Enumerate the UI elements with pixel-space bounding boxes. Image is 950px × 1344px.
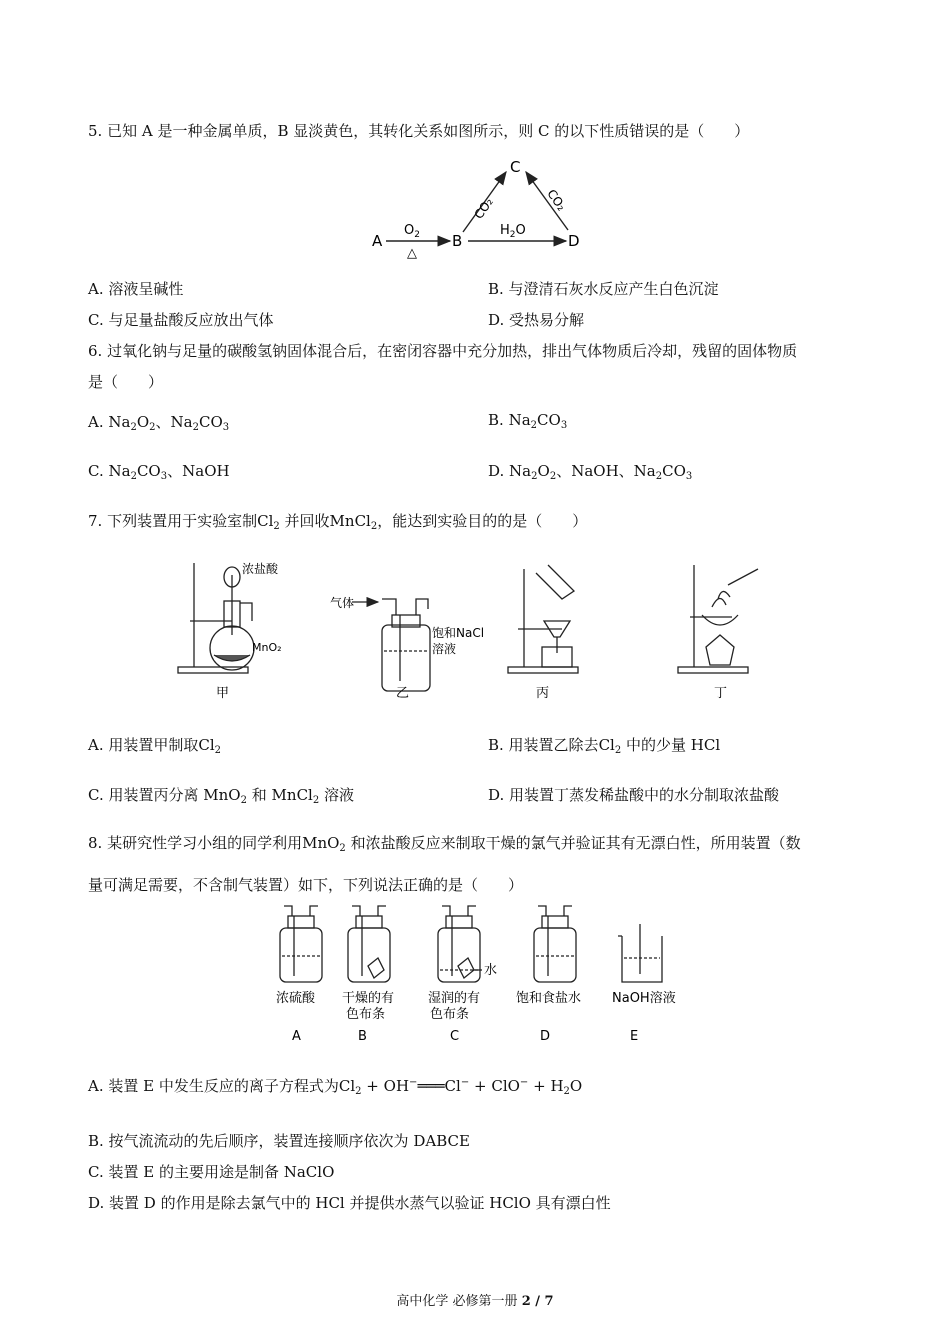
q7-option-c: C. 用装置丙分离 MnO$_2$ 和 MnCl$_2$ 溶液: [88, 786, 355, 806]
label-gas: 气体: [330, 596, 355, 610]
q8-option-a: A. 装置 E 中发生反应的离子方程式为$Cl_2$ + OH−═══Cl− + $ClO^- + H_2O$: [88, 1077, 583, 1097]
apparatus-yi: [352, 599, 430, 691]
label-sat-nacl-1: 饱和NaCl: [432, 626, 485, 640]
apparatus-bing: [508, 565, 578, 673]
label-h2o: $H_2O$: [500, 223, 526, 240]
q6-stem-line1: 6. 过氧化钠与足量的碳酸氢钠固体混合后，在密闭容器中充分加热，排出气体物质后冷却，残留的固体物质: [88, 342, 798, 360]
apparatus-jia: [178, 563, 254, 673]
label-A: A: [292, 1029, 301, 1044]
q8-stem-line2: 量可满足需要，不含制气装置）如下，下列说法正确的是（ ）: [88, 876, 524, 894]
bottle-b: [348, 906, 390, 982]
q5-option-c: C. 与足量盐酸反应放出气体: [88, 311, 274, 329]
q8-option-c: C. 装置 E 的主要用途是制备 NaClO: [88, 1163, 335, 1181]
bottle-c: [438, 906, 482, 982]
q7-option-b: B. 用装置乙除去$Cl_2$ 中的少量 HCl: [488, 736, 721, 756]
q8-option-b: B. 按气流流动的先后顺序，装置连接顺序依次为 DABCE: [88, 1132, 470, 1150]
label-conc-hcl: 浓盐酸: [242, 562, 279, 576]
diagram-node-d: D: [568, 232, 580, 250]
q5-option-a: A. 溶液呈碱性: [88, 280, 184, 298]
label-sat-nacl-2: 溶液: [432, 642, 457, 656]
q8-apparatus-figure: [268, 900, 698, 1050]
label-D: D: [540, 1029, 551, 1044]
label-naoh-solution: NaOH溶液: [612, 991, 676, 1006]
q6-option-a: A. $Na_2O_2$、$Na_2CO_3$: [88, 413, 230, 433]
diagram-node-c: C: [510, 158, 521, 176]
q6-option-b: B. $Na_2CO_3$: [488, 411, 568, 431]
q6-option-d: D. $Na_2O_2$、NaOH、$Na_2CO_3$: [488, 462, 693, 482]
q7-option-a: A. 用装置甲制取$Cl_2$: [88, 736, 222, 756]
label-yi: 乙: [396, 686, 410, 701]
q8-stem-line1: 8. 某研究性学习小组的同学利用MnO$_2$ 和浓盐酸反应来制取干燥的氯气并验证其有无漂白性，所用装置（数: [88, 834, 801, 854]
q8-option-d: D. 装置 D 的作用是除去氯气中的 HCl 并提供水蒸气以验证 HClO 具有漂白性: [88, 1194, 611, 1212]
apparatus-ding: [678, 565, 758, 673]
label-sat-brine: 饱和食盐水: [516, 991, 582, 1006]
label-dry-cloth-2: 色布条: [346, 1007, 386, 1022]
page-number: 2 / 7: [521, 1294, 554, 1309]
q5-stem: 5. 已知 A 是一种金属单质，B 显淡黄色，其转化关系如图所示，则 C 的以下性质错误的是（ ）: [88, 122, 750, 140]
label-bing: 丙: [536, 686, 550, 701]
q7-apparatus-figure: [170, 555, 790, 705]
q7-option-d: D. 用装置丁蒸发稀盐酸中的水分制取浓盐酸: [488, 786, 780, 804]
diagram-node-b: B: [452, 232, 463, 250]
label-dry-cloth-1: 干燥的有: [342, 991, 395, 1006]
q5-option-b: B. 与澄清石灰水反应产生白色沉淀: [488, 280, 719, 298]
label-water: 水: [484, 963, 498, 978]
label-jia: 甲: [216, 686, 230, 701]
q6-stem-line2: 是（ ）: [88, 373, 164, 391]
label-B: B: [358, 1029, 367, 1044]
bottle-a: [280, 906, 322, 982]
q6-option-c: C. $Na_2CO_3$、NaOH: [88, 462, 230, 482]
bottle-d: [534, 906, 576, 982]
label-delta: △: [407, 246, 417, 260]
label-wet-cloth-2: 色布条: [430, 1007, 470, 1022]
label-co2-right: CO₂: [544, 186, 569, 214]
label-o2: $O_2$: [404, 223, 420, 240]
label-C: C: [450, 1029, 460, 1044]
diagram-node-a: A: [372, 232, 383, 250]
q5-option-d: D. 受热易分解: [488, 311, 585, 329]
label-conc-h2so4: 浓硫酸: [276, 991, 316, 1006]
label-co2-left: CO₂: [471, 195, 496, 222]
label-wet-cloth-1: 湿润的有: [428, 991, 481, 1006]
label-ding: 丁: [714, 686, 728, 701]
q7-stem: 7. 下列装置用于实验室制$Cl_2$ 并回收MnCl$_2$，能达到实验目的的是（ ）: [88, 512, 588, 532]
q5-conversion-diagram: [360, 150, 600, 260]
label-mno2: MnO₂: [252, 641, 282, 654]
beaker-e: [618, 924, 662, 982]
page-footer: 高中化学 必修第一册 2 / 7: [396, 1294, 554, 1309]
label-E: E: [630, 1029, 639, 1044]
